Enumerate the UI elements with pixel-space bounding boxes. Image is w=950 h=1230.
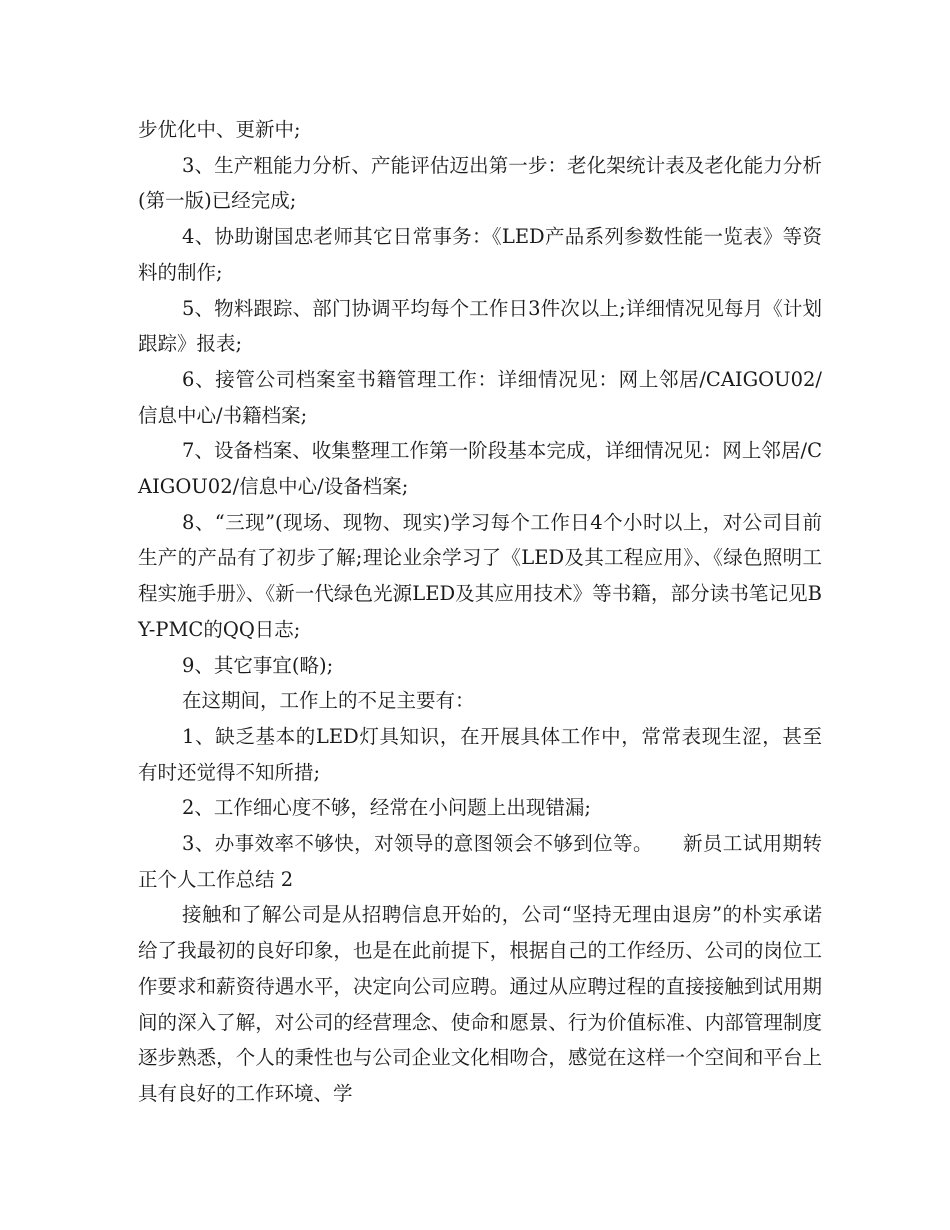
- paragraph-item-8: 8、“三现”(现场、现物、现实)学习每个工作日4个小时以上，对公司目前生产的产品有了初步了解;理论业余学习了《LED及其工程应用》、《绿色照明工程实施手册》、《新一代绿色光源LED及其应用技术》等书籍，部分读书笔记见BY-PMC的QQ日志;: [138, 510, 822, 641]
- paragraph-item-4: 4、协助谢国忠老师其它日常事务：《LED产品系列参数性能一览表》等资料的制作;: [138, 225, 822, 284]
- paragraph-item-9: 9、其它事宜(略);: [182, 653, 334, 677]
- paragraph-shortcoming-2: 2、工作细心度不够，经常在小问题上出现错漏;: [182, 796, 591, 820]
- document-body: [138, 112, 822, 1112]
- paragraph-item-6: 6、接管公司档案室书籍管理工作：详细情况见：网上邻居/CAIGOU02/信息中心/书籍档案;: [138, 367, 822, 427]
- paragraph-shortcoming-3: 3、办事效率不够快，对领导的意图领会不够到位等。 新员工试用期转正个人工作总结 2: [138, 832, 822, 891]
- paragraph-section-2-intro: 接触和了解公司是从招聘信息开始的，公司“坚持无理由退房”的朴实承诺给了我最初的良好印象，也是在此前提下，根据自己的工作经历、公司的岗位工作要求和薪资待遇水平，决定向公司应聘。通过从应聘过程的直接接触到试用期间的深入了解，对公司的经营理念、使命和愿景、行为价值标准、内部管理制度逐步熟悉，个人的秉性也与公司企业文化相吻合，感觉在这样一个空间和平台上具有良好的工作环境、学: [138, 903, 822, 1105]
- paragraph-shortcomings-intro: 在这期间，工作上的不足主要有：: [182, 689, 475, 713]
- paragraph-item-7: 7、设备档案、收集整理工作第一阶段基本完成，详细情况见：网上邻居/CAIGOU02/信息中心/设备档案;: [138, 439, 822, 499]
- paragraph-item-3: 3、生产粗能力分析、产能评估迈出第一步：老化架统计表及老化能力分析(第一版)已经完成;: [138, 153, 822, 213]
- paragraph-item-5: 5、物料跟踪、部门协调平均每个工作日3件次以上;详细情况见每月《计划跟踪》报表;: [138, 296, 822, 356]
- paragraph-shortcoming-1: 1、缺乏基本的LED灯具知识，在开展具体工作中，常常表现生涩，甚至有时还觉得不知所措;: [138, 724, 822, 784]
- paragraph-continuation: 步优化中、更新中;: [138, 118, 301, 141]
